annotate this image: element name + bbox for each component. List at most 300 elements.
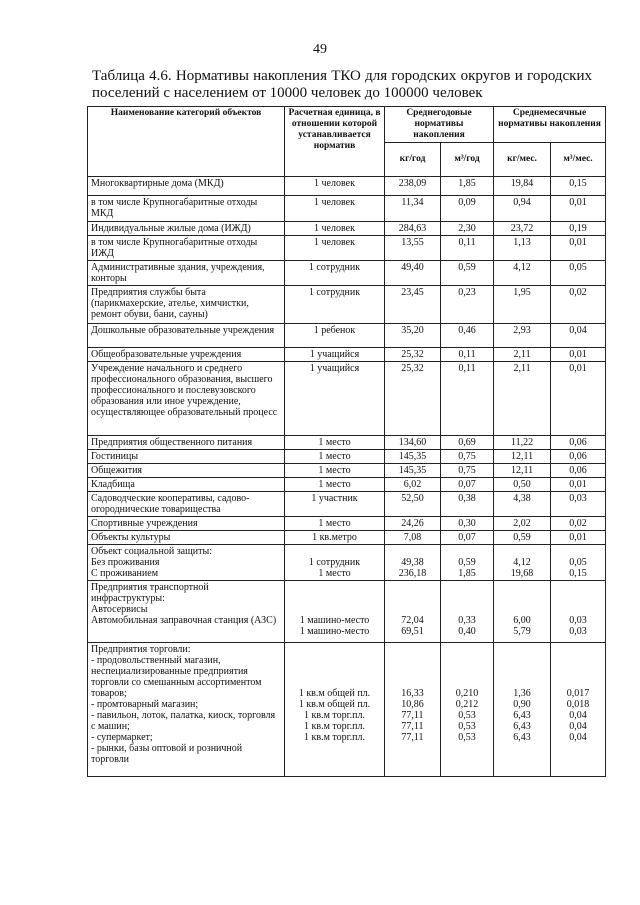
cell-text: 1 учащийся bbox=[309, 349, 360, 360]
cell-text: 35,20 bbox=[401, 325, 424, 336]
cell-text: 0,59 bbox=[458, 262, 476, 273]
cell-m3-year bbox=[441, 196, 494, 222]
cell-text: Предприятия торговли: bbox=[91, 644, 191, 655]
cell-kg-month bbox=[494, 261, 551, 286]
cell-text: 0,04 bbox=[569, 325, 587, 336]
cell-text: 0,03 bbox=[569, 615, 587, 626]
cell-text: 10,86 bbox=[401, 699, 424, 710]
cell-text: 72,04 bbox=[401, 615, 424, 626]
cell-text bbox=[554, 582, 602, 593]
cell-text bbox=[444, 546, 490, 557]
cell-text: 0,06 bbox=[569, 437, 587, 448]
cell-text: 0,50 bbox=[513, 479, 531, 490]
cell-text: 19,68 bbox=[510, 568, 534, 579]
cell-text bbox=[288, 546, 381, 557]
cell-text: 1 кв.м торг.пл. bbox=[304, 710, 365, 721]
cell-unit bbox=[285, 478, 385, 492]
cell-text bbox=[444, 582, 490, 593]
cell-kg-year bbox=[385, 348, 441, 362]
cell-text: - промтоварный магазин; bbox=[91, 699, 199, 710]
cell-m3-year bbox=[441, 464, 494, 478]
cell-text: 0,30 bbox=[458, 518, 476, 529]
cell-unit bbox=[285, 286, 385, 324]
cell-m3-year bbox=[441, 348, 494, 362]
cell-unit bbox=[285, 261, 385, 286]
cell-unit bbox=[285, 177, 385, 196]
cell-text: 25,32 bbox=[401, 363, 424, 374]
cell-text: Спортивные учреждения bbox=[91, 518, 198, 529]
cell-text bbox=[497, 677, 547, 688]
table-row bbox=[88, 236, 606, 261]
cell-text: 2,30 bbox=[458, 223, 476, 234]
cell-m3-month bbox=[551, 517, 606, 531]
cell-name bbox=[88, 464, 285, 478]
cell-text: 23,45 bbox=[401, 287, 424, 298]
cell-text bbox=[388, 677, 437, 688]
cell-kg-month bbox=[494, 517, 551, 531]
cell-unit bbox=[285, 436, 385, 450]
cell-m3-month bbox=[551, 362, 606, 436]
cell-text: 0,11 bbox=[458, 237, 476, 248]
cell-text: Индивидуальные жилые дома (ИЖД) bbox=[91, 223, 251, 234]
cell-text bbox=[497, 666, 547, 677]
cell-name bbox=[88, 196, 285, 222]
cell-m3-month bbox=[551, 286, 606, 324]
table-row bbox=[88, 478, 606, 492]
table-row bbox=[88, 222, 606, 236]
cell-text: 0,07 bbox=[458, 479, 476, 490]
cell-text: 236,18 bbox=[398, 568, 427, 579]
cell-text: 1,36 bbox=[513, 688, 531, 699]
cell-m3-month bbox=[551, 222, 606, 236]
cell-text: Кладбища bbox=[91, 479, 135, 490]
cell-text: 6,00 bbox=[513, 615, 531, 626]
cell-text: 25,32 bbox=[401, 349, 424, 360]
cell-text: 12,11 bbox=[510, 451, 534, 462]
header-kg-year: кг/год bbox=[385, 143, 441, 177]
cell-text: 0,46 bbox=[458, 325, 476, 336]
cell-text: 1 кв.м торг.пл. bbox=[304, 732, 365, 743]
cell-text bbox=[497, 644, 547, 655]
cell-text: 1 место bbox=[318, 479, 351, 490]
header-monthly: Среднемесячные нормативы накопления bbox=[494, 107, 606, 143]
cell-text bbox=[388, 546, 437, 557]
cell-text: 49,40 bbox=[401, 262, 424, 273]
cell-name bbox=[88, 286, 285, 324]
cell-m3-month bbox=[551, 492, 606, 517]
cell-kg-year bbox=[385, 362, 441, 436]
cell-text: 1 место bbox=[318, 437, 351, 448]
cell-m3-year bbox=[441, 436, 494, 450]
cell-text: 0,33 bbox=[458, 615, 476, 626]
header-kg-month: кг/мес. bbox=[494, 143, 551, 177]
cell-kg-month bbox=[494, 643, 551, 777]
table-row bbox=[88, 517, 606, 531]
cell-text: - продовольственный магазин, неспециализированные предприятия торговли со смешанным ассортиментом товаров; bbox=[91, 655, 262, 699]
cell-m3-month bbox=[551, 236, 606, 261]
cell-text: Объект социальной защиты: bbox=[91, 546, 212, 557]
cell-text: Многоквартирные дома (МКД) bbox=[91, 178, 224, 189]
cell-unit bbox=[285, 464, 385, 478]
cell-text: 1 человек bbox=[314, 197, 355, 208]
cell-text: Автосервисы bbox=[91, 604, 148, 615]
table-row bbox=[88, 261, 606, 286]
cell-m3-month bbox=[551, 436, 606, 450]
cell-text bbox=[497, 546, 547, 557]
cell-text: 1 место bbox=[318, 518, 351, 529]
cell-text: 0,53 bbox=[458, 710, 476, 721]
cell-text: Административные здания, учреждения, конторы bbox=[91, 262, 265, 284]
cell-text: 4,12 bbox=[513, 557, 531, 568]
cell-m3-month bbox=[551, 324, 606, 348]
cell-unit bbox=[285, 324, 385, 348]
cell-text bbox=[554, 546, 602, 557]
cell-text: 0,15 bbox=[569, 178, 587, 189]
cell-kg-year bbox=[385, 236, 441, 261]
cell-text bbox=[497, 604, 547, 615]
cell-text: 1 кв.м торг.пл. bbox=[304, 721, 365, 732]
cell-text bbox=[554, 666, 602, 677]
cell-text: 0,018 bbox=[566, 699, 590, 710]
cell-unit bbox=[285, 196, 385, 222]
cell-text: 0,53 bbox=[458, 732, 476, 743]
cell-m3-month bbox=[551, 348, 606, 362]
cell-text: 6,43 bbox=[513, 710, 531, 721]
cell-text: 1 кв.м общей пл. bbox=[298, 688, 371, 699]
cell-text bbox=[388, 604, 437, 615]
cell-text: 2,93 bbox=[513, 325, 531, 336]
cell-text: 1,95 bbox=[513, 287, 531, 298]
cell-text: 77,11 bbox=[401, 732, 424, 743]
cell-kg-month bbox=[494, 196, 551, 222]
cell-text: 0,40 bbox=[458, 626, 476, 637]
cell-text: С проживанием bbox=[91, 568, 159, 579]
cell-text: 0,90 bbox=[513, 699, 531, 710]
cell-text bbox=[288, 666, 381, 677]
cell-m3-year bbox=[441, 286, 494, 324]
cell-text: 0,59 bbox=[458, 557, 476, 568]
cell-text: 0,69 bbox=[458, 437, 476, 448]
cell-text: 5,79 bbox=[513, 626, 531, 637]
cell-kg-year bbox=[385, 531, 441, 545]
table-row bbox=[88, 362, 606, 436]
cell-text: Предприятия транспортной инфраструктуры: bbox=[91, 582, 209, 604]
cell-name bbox=[88, 450, 285, 464]
cell-m3-month bbox=[551, 464, 606, 478]
cell-kg-month bbox=[494, 362, 551, 436]
cell-unit bbox=[285, 362, 385, 436]
table-row bbox=[88, 464, 606, 478]
cell-text: Дошкольные образовательные учреждения bbox=[91, 325, 275, 336]
cell-kg-year bbox=[385, 196, 441, 222]
cell-text bbox=[497, 655, 547, 666]
cell-kg-year bbox=[385, 436, 441, 450]
cell-unit bbox=[285, 348, 385, 362]
table-row bbox=[88, 545, 606, 581]
cell-text bbox=[444, 593, 490, 604]
cell-text bbox=[288, 604, 381, 615]
cell-text: - рынки, базы оптовой и розничной торговли bbox=[91, 743, 243, 765]
cell-text: 0,06 bbox=[569, 465, 587, 476]
page-number: 49 bbox=[313, 42, 327, 57]
cell-text bbox=[497, 582, 547, 593]
cell-text: 1 человек bbox=[314, 237, 355, 248]
cell-name bbox=[88, 348, 285, 362]
cell-m3-year bbox=[441, 643, 494, 777]
cell-kg-year bbox=[385, 643, 441, 777]
cell-kg-year bbox=[385, 478, 441, 492]
cell-kg-month bbox=[494, 177, 551, 196]
cell-text: 1 кв.м общей пл. bbox=[298, 699, 371, 710]
cell-text: - павильон, лоток, палатка, киоск, торговля с машин; bbox=[91, 710, 276, 732]
cell-text: 0,23 bbox=[458, 287, 476, 298]
cell-text: 145,35 bbox=[398, 465, 427, 476]
cell-text: 1 человек bbox=[314, 223, 355, 234]
table-body bbox=[88, 177, 606, 777]
cell-unit bbox=[285, 581, 385, 643]
cell-unit bbox=[285, 643, 385, 777]
cell-text: 0,017 bbox=[566, 688, 590, 699]
cell-kg-month bbox=[494, 531, 551, 545]
cell-m3-year bbox=[441, 450, 494, 464]
cell-text: 2,02 bbox=[513, 518, 531, 529]
cell-text: 2,11 bbox=[513, 363, 531, 374]
cell-text: 13,55 bbox=[401, 237, 424, 248]
cell-text bbox=[388, 655, 437, 666]
table-row bbox=[88, 531, 606, 545]
cell-text: 0,01 bbox=[569, 237, 587, 248]
cell-kg-month bbox=[494, 581, 551, 643]
cell-text bbox=[288, 655, 381, 666]
cell-text: 6,43 bbox=[513, 732, 531, 743]
cell-text: 1,85 bbox=[458, 178, 476, 189]
cell-text bbox=[444, 604, 490, 615]
cell-text: 77,11 bbox=[401, 721, 424, 732]
cell-text bbox=[497, 593, 547, 604]
cell-name bbox=[88, 222, 285, 236]
cell-text: Общеобразовательные учреждения bbox=[91, 349, 242, 360]
cell-text: 49,38 bbox=[401, 557, 424, 568]
cell-text: 284,63 bbox=[398, 223, 427, 234]
cell-text bbox=[554, 604, 602, 615]
cell-text: 0,09 bbox=[458, 197, 476, 208]
cell-kg-month bbox=[494, 450, 551, 464]
cell-text: 0,01 bbox=[569, 479, 587, 490]
cell-text: 1 место bbox=[318, 451, 351, 462]
cell-name bbox=[88, 261, 285, 286]
cell-m3-year bbox=[441, 492, 494, 517]
cell-m3-year bbox=[441, 236, 494, 261]
cell-text: 12,11 bbox=[510, 465, 534, 476]
cell-text: 0,11 bbox=[458, 363, 476, 374]
cell-text bbox=[554, 593, 602, 604]
cell-text bbox=[554, 644, 602, 655]
cell-text: 7,08 bbox=[403, 532, 422, 543]
cell-text: 0,07 bbox=[458, 532, 476, 543]
cell-text: Объекты культуры bbox=[91, 532, 171, 543]
cell-text: 0,11 bbox=[458, 349, 476, 360]
cell-text: 6,43 bbox=[513, 721, 531, 732]
cell-text: 1 сотрудник bbox=[308, 287, 361, 298]
cell-text: 2,11 bbox=[513, 349, 531, 360]
cell-kg-month bbox=[494, 436, 551, 450]
cell-name bbox=[88, 643, 285, 777]
cell-text: 0,19 bbox=[569, 223, 587, 234]
header-m3-month: м³/мес. bbox=[551, 143, 606, 177]
cell-name bbox=[88, 581, 285, 643]
cell-text: 11,22 bbox=[510, 437, 534, 448]
cell-text: Предприятия общественного питания bbox=[91, 437, 253, 448]
table-row bbox=[88, 348, 606, 362]
cell-text: в том числе Крупногабаритные отходы ИЖД bbox=[91, 237, 258, 259]
cell-text: 4,12 bbox=[513, 262, 531, 273]
cell-unit bbox=[285, 222, 385, 236]
cell-name bbox=[88, 324, 285, 348]
cell-text: 0,38 bbox=[458, 493, 476, 504]
cell-text: Без проживания bbox=[91, 557, 160, 568]
cell-kg-year bbox=[385, 261, 441, 286]
cell-unit bbox=[285, 450, 385, 464]
cell-name bbox=[88, 362, 285, 436]
cell-kg-year bbox=[385, 324, 441, 348]
cell-text: 238,09 bbox=[398, 178, 427, 189]
cell-text: 0,02 bbox=[569, 287, 587, 298]
table-row bbox=[88, 324, 606, 348]
cell-text: 11,34 bbox=[401, 197, 424, 208]
cell-text: Садоводческие кооперативы, садово-огороднические товарищества bbox=[91, 493, 250, 515]
cell-text: 0,05 bbox=[569, 262, 587, 273]
cell-kg-year bbox=[385, 581, 441, 643]
cell-kg-month bbox=[494, 492, 551, 517]
cell-text: 1 место bbox=[318, 465, 351, 476]
cell-text: 1 человек bbox=[314, 178, 355, 189]
table-row bbox=[88, 643, 606, 777]
cell-text: 0,02 bbox=[569, 518, 587, 529]
cell-text: 0,94 bbox=[513, 197, 531, 208]
cell-m3-month bbox=[551, 450, 606, 464]
cell-m3-year bbox=[441, 324, 494, 348]
cell-name bbox=[88, 517, 285, 531]
cell-m3-year bbox=[441, 261, 494, 286]
cell-m3-year bbox=[441, 177, 494, 196]
cell-text: 0,59 bbox=[513, 532, 531, 543]
cell-name bbox=[88, 478, 285, 492]
cell-text: 0,01 bbox=[569, 363, 587, 374]
cell-kg-year bbox=[385, 464, 441, 478]
cell-m3-month bbox=[551, 478, 606, 492]
cell-m3-month bbox=[551, 531, 606, 545]
cell-text bbox=[444, 655, 490, 666]
cell-text: 145,35 bbox=[398, 451, 427, 462]
cell-kg-year bbox=[385, 545, 441, 581]
cell-m3-year bbox=[441, 517, 494, 531]
table-row bbox=[88, 286, 606, 324]
cell-text bbox=[388, 582, 437, 593]
cell-kg-month bbox=[494, 236, 551, 261]
cell-text: 0,04 bbox=[569, 732, 587, 743]
cell-kg-year bbox=[385, 177, 441, 196]
cell-text: 0,75 bbox=[458, 451, 476, 462]
cell-text: 0,05 bbox=[569, 557, 587, 568]
norms-table bbox=[87, 106, 606, 777]
cell-text bbox=[388, 644, 437, 655]
cell-kg-year bbox=[385, 517, 441, 531]
cell-text: 6,02 bbox=[403, 479, 422, 490]
cell-text: 1 ребенок bbox=[313, 325, 356, 336]
cell-unit bbox=[285, 492, 385, 517]
cell-m3-year bbox=[441, 362, 494, 436]
cell-m3-year bbox=[441, 478, 494, 492]
cell-name bbox=[88, 531, 285, 545]
table-row bbox=[88, 492, 606, 517]
cell-m3-month bbox=[551, 177, 606, 196]
cell-text: 1 машино-место bbox=[299, 626, 370, 637]
cell-kg-month bbox=[494, 222, 551, 236]
cell-text: 19,84 bbox=[510, 178, 534, 189]
cell-name bbox=[88, 236, 285, 261]
cell-kg-month bbox=[494, 348, 551, 362]
cell-text: 52,50 bbox=[401, 493, 424, 504]
cell-m3-month bbox=[551, 261, 606, 286]
cell-text: 23,72 bbox=[510, 223, 534, 234]
header-name: Наименование категорий объектов bbox=[88, 107, 285, 177]
cell-text: 0,210 bbox=[455, 688, 479, 699]
cell-text bbox=[288, 644, 381, 655]
cell-name bbox=[88, 436, 285, 450]
cell-text: 1 участник bbox=[311, 493, 358, 504]
cell-m3-month bbox=[551, 196, 606, 222]
cell-text: 0,03 bbox=[569, 493, 587, 504]
cell-text: 16,33 bbox=[401, 688, 424, 699]
cell-text: 1 сотрудник bbox=[308, 262, 361, 273]
cell-text: Гостиницы bbox=[91, 451, 139, 462]
cell-text: 1,13 bbox=[513, 237, 531, 248]
cell-text: 1 машино-место bbox=[299, 615, 370, 626]
cell-m3-year bbox=[441, 581, 494, 643]
cell-text: 0,01 bbox=[569, 197, 587, 208]
table-row bbox=[88, 177, 606, 196]
cell-kg-year bbox=[385, 450, 441, 464]
cell-text bbox=[388, 593, 437, 604]
cell-kg-year bbox=[385, 492, 441, 517]
table-row bbox=[88, 581, 606, 643]
cell-text: 1,85 bbox=[458, 568, 476, 579]
cell-m3-month bbox=[551, 581, 606, 643]
cell-text bbox=[288, 677, 381, 688]
header-unit: Расчетная единица, в отношении которой устанавливается норматив bbox=[285, 107, 385, 177]
cell-text: в том числе Крупногабаритные отходы МКД bbox=[91, 197, 258, 219]
cell-text: 1 место bbox=[318, 568, 351, 579]
cell-m3-month bbox=[551, 643, 606, 777]
cell-text: - супермаркет; bbox=[91, 732, 153, 743]
cell-text: 1 кв.метро bbox=[312, 532, 357, 543]
cell-text: Предприятия службы быта (парикмахерские, ателье, химчистки, ремонт обуви, бани, сауны) bbox=[91, 287, 249, 320]
header-m3-year: м³/год bbox=[441, 143, 494, 177]
cell-kg-month bbox=[494, 478, 551, 492]
cell-m3-year bbox=[441, 531, 494, 545]
cell-unit bbox=[285, 236, 385, 261]
cell-text: 0,04 bbox=[569, 721, 587, 732]
cell-text: 0,01 bbox=[569, 349, 587, 360]
cell-text bbox=[288, 593, 381, 604]
cell-text: 134,60 bbox=[398, 437, 427, 448]
cell-text: 1 сотрудник bbox=[308, 557, 361, 568]
cell-m3-year bbox=[441, 222, 494, 236]
cell-unit bbox=[285, 531, 385, 545]
cell-text: Автомобильная заправочная станция (АЗС) bbox=[91, 615, 277, 626]
cell-text: 0,06 bbox=[569, 451, 587, 462]
cell-text bbox=[554, 677, 602, 688]
